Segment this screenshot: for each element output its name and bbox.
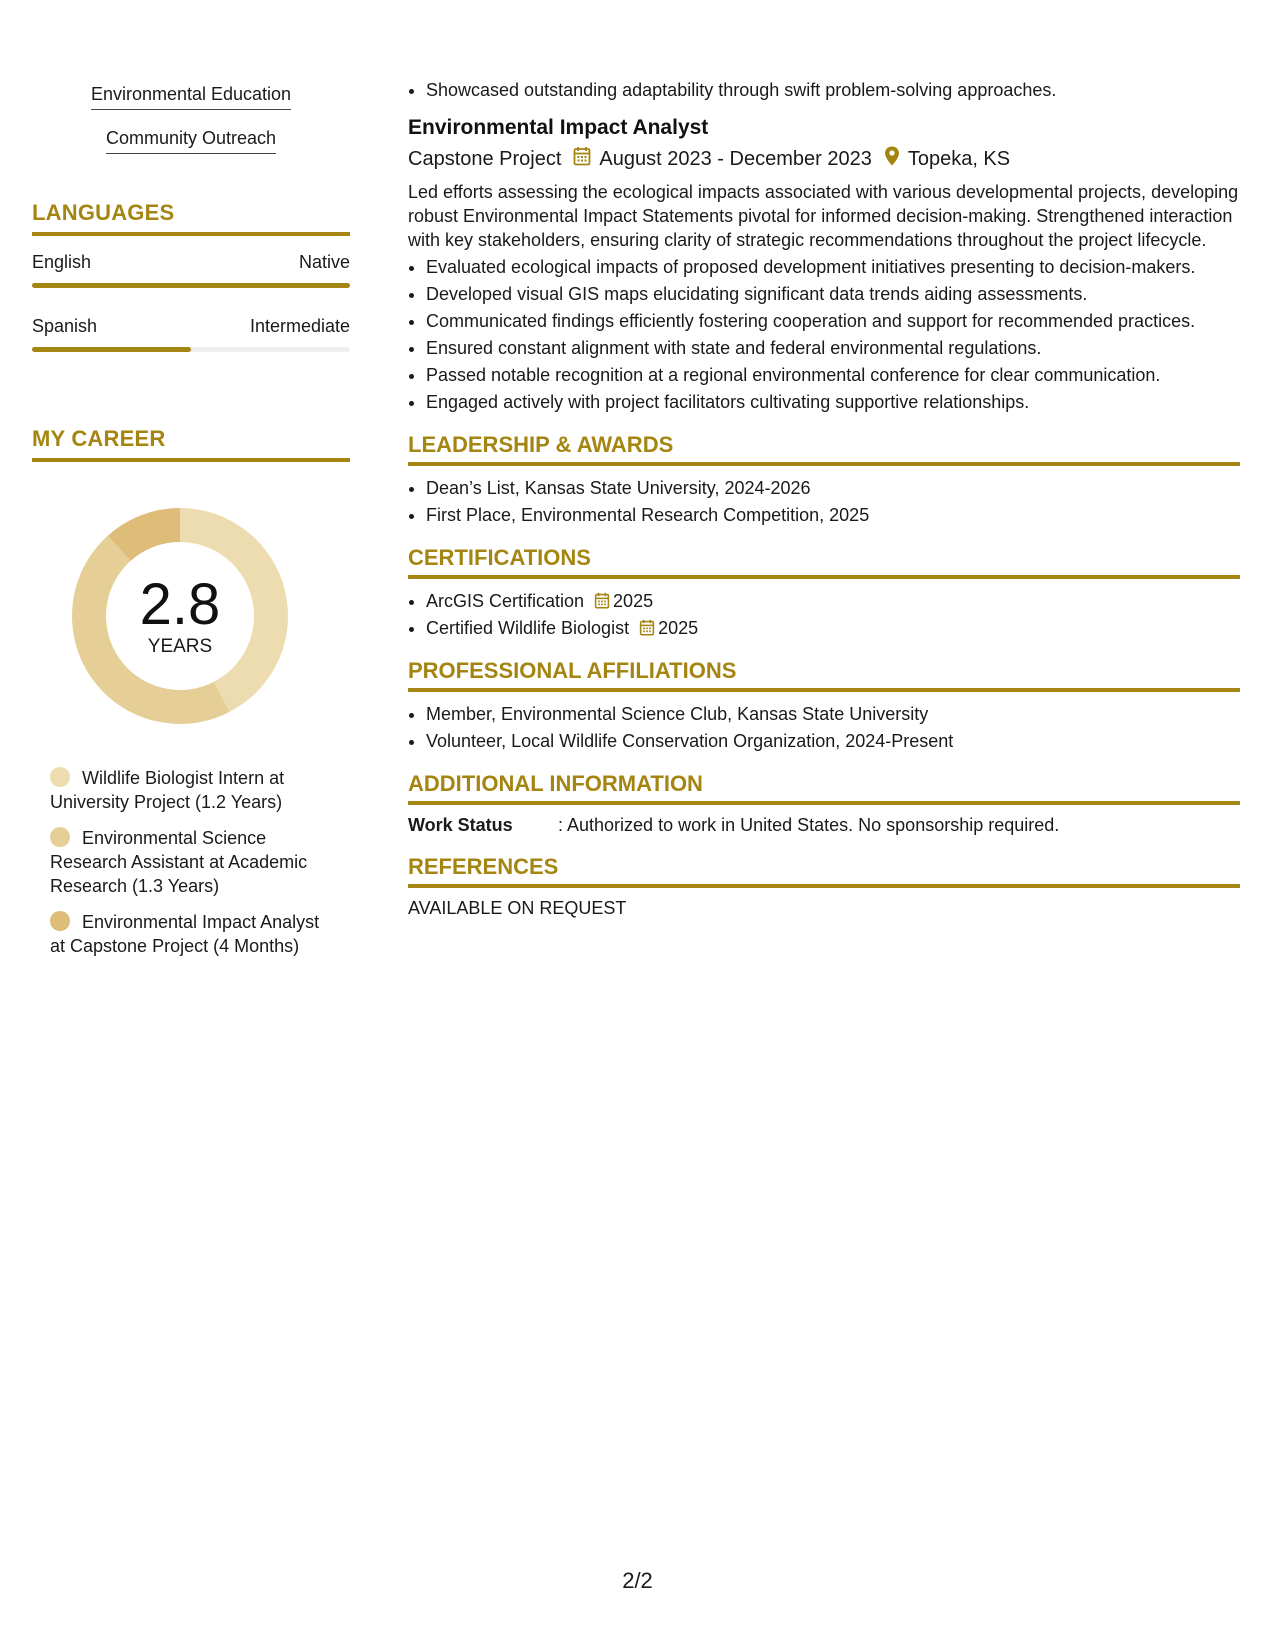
language-bar-fill [32, 283, 350, 288]
language-bar [32, 347, 350, 352]
career-unit: YEARS [147, 636, 213, 657]
legend-label: Environmental Impact Analyst at Capstone Project (4 Months) [50, 912, 320, 956]
legend-dot [50, 827, 70, 847]
legend-item [50, 766, 330, 814]
job-meta [408, 146, 1240, 172]
page-number: 2/2 [622, 1568, 653, 1593]
work-status-label: Work Status [408, 815, 513, 835]
calendar-icon [639, 619, 655, 636]
work-status-row [408, 815, 1240, 836]
legend-dot [50, 911, 70, 931]
bullet-item: • Passed notable recognition at a regional environmental conference for clear communication. [426, 363, 1240, 387]
certification-name: Certified Wildlife Biologist [426, 618, 630, 638]
work-status-value: : Authorized to work in United States. No sponsorship required. [558, 815, 1060, 835]
certification-item [426, 616, 1240, 640]
job-dates: August 2023 - December 2023 [599, 147, 872, 170]
bullet-item: • Developed visual GIS maps elucidating significant data trends aiding assessments. [426, 282, 1240, 306]
language-item [32, 252, 350, 288]
certification-year: 2025 [613, 591, 654, 611]
references-heading: REFERENCES [408, 854, 1240, 888]
language-bar [32, 283, 350, 288]
bullet-item: • Volunteer, Local Wildlife Conservation Organization, 2024-Present [426, 729, 1240, 753]
bullet-item: • Showcased outstanding adaptability through swift problem-solving approaches. [426, 78, 1240, 102]
certifications-list [408, 589, 1240, 640]
language-bar-fill [32, 347, 191, 352]
references-text: AVAILABLE ON REQUEST [408, 898, 627, 918]
job-bullets [408, 255, 1240, 414]
language-level: Native [298, 252, 350, 272]
languages-heading: LANGUAGES [32, 200, 350, 236]
main-content [408, 78, 1240, 919]
calendar-icon [573, 146, 591, 172]
sidebar [32, 84, 350, 970]
career-total: 2.8 [139, 572, 221, 637]
certification-year: 2025 [658, 618, 699, 638]
bullet-item: • Member, Environmental Science Club, Kansas State University [426, 702, 1240, 726]
job-location: Topeka, KS [907, 147, 1011, 170]
career-legend [50, 766, 350, 958]
leadership-list [408, 476, 1240, 527]
affiliations-heading: PROFESSIONAL AFFILIATIONS [408, 658, 1240, 692]
skill-tag: Community Outreach [106, 128, 276, 154]
additional-info-heading: ADDITIONAL INFORMATION [408, 771, 1240, 805]
legend-label: Environmental Science Research Assistant at Academic Research (1.3 Years) [50, 828, 308, 896]
career-heading: MY CAREER [32, 426, 350, 462]
job-company: Capstone Project [408, 147, 562, 170]
certifications-heading: CERTIFICATIONS [408, 545, 1240, 579]
previous-job-bullets [408, 78, 1240, 102]
bullet-item: • Ensured constant alignment with state and federal environmental regulations. [426, 336, 1240, 360]
calendar-icon [594, 592, 610, 609]
bullet-item: • First Place, Environmental Research Competition, 2025 [426, 503, 1240, 527]
language-level: Intermediate [249, 316, 350, 336]
bullet-item: • Engaged actively with project facilitators cultivating supportive relationships. [426, 390, 1240, 414]
bullet-item: • Evaluated ecological impacts of proposed development initiatives presenting to decision-makers. [426, 255, 1240, 279]
location-pin-icon [884, 146, 900, 172]
bullet-item: • Dean’s List, Kansas State University, 2024-2026 [426, 476, 1240, 500]
language-item [32, 316, 350, 352]
job-title: Environmental Impact Analyst [408, 116, 709, 139]
affiliations-list [408, 702, 1240, 753]
bullet-item: • Communicated findings efficiently fostering cooperation and support for recommended practices. [426, 309, 1240, 333]
job-summary: Led efforts assessing the ecological impacts associated with various developmental projects, developing robust Environmental Impact Statements pivotal for informed decision-making. Strengthened interaction with key stakeholders, ensuring clarity of strategic recommendations throughout the project lifecycle. [408, 182, 1239, 250]
skill-tag: Environmental Education [91, 84, 291, 110]
language-name: Spanish [32, 316, 98, 336]
legend-label: Wildlife Biologist Intern at University Project (1.2 Years) [50, 768, 285, 812]
leadership-heading: LEADERSHIP & AWARDS [408, 432, 1240, 466]
legend-dot [50, 767, 70, 787]
legend-item [50, 826, 330, 898]
career-donut-chart [66, 502, 294, 730]
certification-name: ArcGIS Certification [426, 591, 585, 611]
legend-item [50, 910, 330, 958]
language-name: English [32, 252, 92, 272]
certification-item [426, 589, 1240, 613]
